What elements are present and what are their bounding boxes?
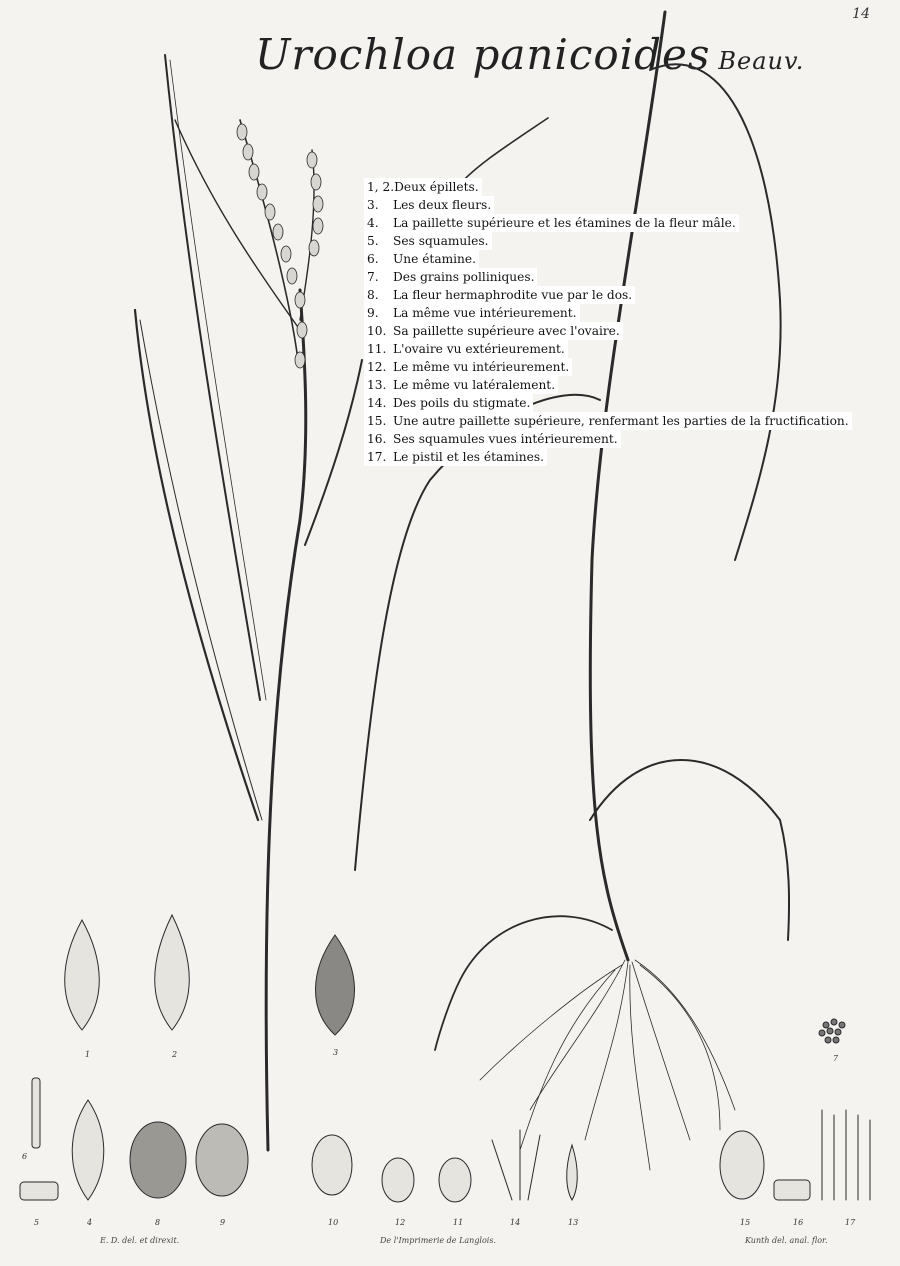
species-name: Urochloa panicoides [255, 30, 711, 79]
left-leaf-4 [175, 120, 300, 330]
plate-number: 14 [852, 6, 870, 22]
figure-label-7: 7 [833, 1054, 839, 1063]
figure-label-2: 2 [172, 1050, 178, 1059]
fig-4 [72, 1100, 104, 1200]
fig-7 [819, 1019, 845, 1043]
figure-label-4: 4 [87, 1218, 93, 1227]
spikelets [237, 124, 323, 368]
figure-label-12: 12 [395, 1218, 406, 1227]
legend-item: 10. Sa paillette supérieure avec l'ovaire. [364, 322, 623, 340]
left-leaf-3 [305, 360, 362, 545]
figure-label-10: 10 [328, 1218, 339, 1227]
figure-label-15: 15 [740, 1218, 751, 1227]
right-leaf-4 [435, 916, 612, 1050]
credit-artist: E. D. del. et direxit. [100, 1236, 180, 1245]
legend-item: 17. Le pistil et les étamines. [364, 448, 547, 466]
legend-item: 5. Ses squamules. [364, 232, 492, 250]
roots [480, 960, 735, 1170]
legend-item: 11. L'ovaire vu extérieurement. [364, 340, 568, 358]
fig-9 [196, 1124, 248, 1196]
legend-item: 9. La même vue intérieurement. [364, 304, 580, 322]
legend-item: 8. La fleur hermaphrodite vue par le dos. [364, 286, 635, 304]
fig-17 [822, 1110, 870, 1200]
figure-label-17: 17 [845, 1218, 856, 1227]
fig-6 [32, 1078, 40, 1148]
legend-item: 3. Les deux fleurs. [364, 196, 494, 214]
fig-14 [492, 1130, 540, 1200]
fig-11 [439, 1158, 471, 1202]
figure-label-9: 9 [220, 1218, 226, 1227]
fig-10 [312, 1135, 352, 1195]
left-leaf-1-edge [140, 320, 262, 820]
fig-3 [315, 935, 354, 1035]
credit-analysis: Kunth del. anal. flor. [745, 1236, 828, 1245]
legend-item: 12. Le même vu intérieurement. [364, 358, 572, 376]
figure-label-14: 14 [510, 1218, 521, 1227]
legend-item: 4. La paillette supérieure et les étamines de la fleur mâle. [364, 214, 739, 232]
species-author: Beauv. [718, 47, 805, 75]
figure-label-8: 8 [155, 1218, 161, 1227]
figure-label-13: 13 [568, 1218, 579, 1227]
figure-label-5: 5 [34, 1218, 40, 1227]
fig-15 [720, 1131, 764, 1199]
figure-label-3: 3 [333, 1048, 339, 1057]
fig-16 [774, 1180, 810, 1200]
legend-item: 6. Une étamine. [364, 250, 479, 268]
dissection-figures [20, 915, 870, 1202]
figure-label-6: 6 [22, 1152, 28, 1161]
right-culm [590, 12, 665, 960]
right-leaf-3 [355, 395, 600, 870]
fig-5 [20, 1182, 58, 1200]
legend-item: 13. Le même vu latéralement. [364, 376, 558, 394]
legend-item: 16. Ses squamules vues intérieurement. [364, 430, 621, 448]
fig-2 [155, 915, 190, 1030]
fig-13 [567, 1145, 578, 1200]
figure-label-11: 11 [453, 1218, 464, 1227]
legend-item: 7. Des grains polliniques. [364, 268, 537, 286]
figure-legend [364, 178, 852, 466]
figure-label-1: 1 [85, 1050, 91, 1059]
legend-item: 14. Des poils du stigmate. [364, 394, 533, 412]
left-culm [266, 290, 306, 1150]
fig-1 [65, 920, 100, 1030]
right-leaf-2 [590, 760, 789, 940]
figure-label-16: 16 [793, 1218, 804, 1227]
credit-printer: De l'Imprimerie de Langlois. [380, 1236, 497, 1245]
legend-item: 15. Une autre paillette supérieure, renfermant les parties de la fructification. [364, 412, 852, 430]
fig-8 [130, 1122, 186, 1198]
fig-12 [382, 1158, 414, 1202]
legend-item: 1, 2.Deux épillets. [364, 178, 482, 196]
